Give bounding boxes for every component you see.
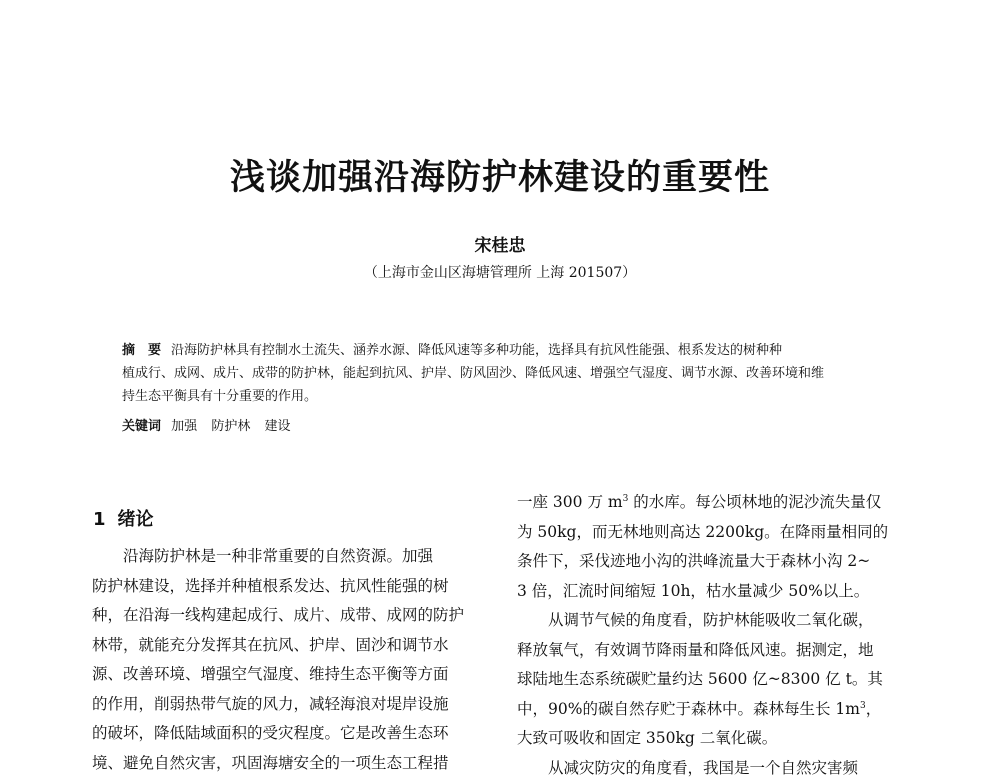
body-text: ，: [866, 700, 882, 718]
body-line: [517, 488, 915, 518]
keywords-label: 关键词: [122, 419, 161, 434]
body-line: 沿海防护林是一种非常重要的自然资源。加强: [92, 542, 488, 572]
body-line: 林带，就能充分发挥其在抗风、护岸、固沙和调节水: [92, 631, 488, 661]
body-line: 的作用，削弱热带气旋的风力，减轻海浪对堤岸设施: [92, 690, 488, 720]
body-line: 境、避免自然灾害，巩固海塘安全的一项生态工程措: [92, 749, 488, 779]
left-column: [92, 542, 488, 778]
body-line: 释放氧气，有效调节降雨量和降低风速。据测定，地: [517, 636, 915, 666]
body-line: 从调节气候的角度看，防护林能吸收二氧化碳，: [517, 606, 915, 636]
keywords: [122, 415, 300, 434]
body-line: 条件下，采伐迹地小沟的洪峰流量大于森林小沟 2~: [517, 547, 915, 577]
right-column: [517, 488, 915, 783]
body-line: 防护林建设，选择并种植根系发达、抗风性能强的树: [92, 572, 488, 602]
body-text: 的水库。每公顷林地的泥沙流失量仅: [628, 493, 881, 511]
body-text: 一座 300 万 m: [517, 493, 623, 511]
body-line: 为 50kg，而无林地则高达 2200kg。在降雨量相同的: [517, 518, 915, 548]
body-line: 3 倍，汇流时间缩短 10h，枯水量减少 50%以上。: [517, 577, 915, 607]
author-affiliation: （上海市金山区海塘管理所 上海 201507）: [0, 262, 1000, 282]
body-line: 从减灾防灾的角度看，我国是一个自然灾害频: [517, 754, 915, 783]
superscript: 3: [860, 700, 866, 710]
section-number: 1: [93, 509, 106, 530]
abstract-text: 沿海防护林具有控制水土流失、涵养水源、降低风速等多种功能，选择具有抗风性能强、根系发达的树种种: [171, 343, 782, 358]
paper-title: 浅谈加强沿海防护林建设的重要性: [0, 150, 1000, 200]
abstract-line: 植成行、成网、成片、成带的防护林，能起到抗风、护岸、防风固沙、降低风速、增强空气湿度、调节水源、改善环境和维: [122, 362, 874, 385]
superscript: 3: [623, 494, 629, 504]
section-title: 绪论: [118, 509, 154, 530]
body-text: 中，90%的碳自然存贮于森林中。森林每生长 1m: [517, 700, 860, 718]
abstract-label: 摘 要: [122, 343, 161, 358]
section-heading: [93, 505, 154, 531]
author-name: 宋桂忠: [0, 231, 1000, 256]
body-line: [517, 695, 915, 725]
abstract-line: [122, 339, 874, 362]
keyword: 防护林: [211, 419, 250, 434]
abstract: [122, 339, 874, 408]
body-line: 大致可吸收和固定 350kg 二氧化碳。: [517, 724, 915, 754]
keyword: 加强: [171, 419, 197, 434]
keyword: 建设: [264, 419, 290, 434]
body-line: 的破坏，降低陆域面积的受灾程度。它是改善生态环: [92, 719, 488, 749]
body-line: 源、改善环境、增强空气湿度、维持生态平衡等方面: [92, 660, 488, 690]
abstract-line: 持生态平衡具有十分重要的作用。: [122, 385, 874, 408]
body-line: 球陆地生态系统碳贮量约达 5600 亿~8300 亿 t。其: [517, 665, 915, 695]
body-line: 种，在沿海一线构建起成行、成片、成带、成网的防护: [92, 601, 488, 631]
